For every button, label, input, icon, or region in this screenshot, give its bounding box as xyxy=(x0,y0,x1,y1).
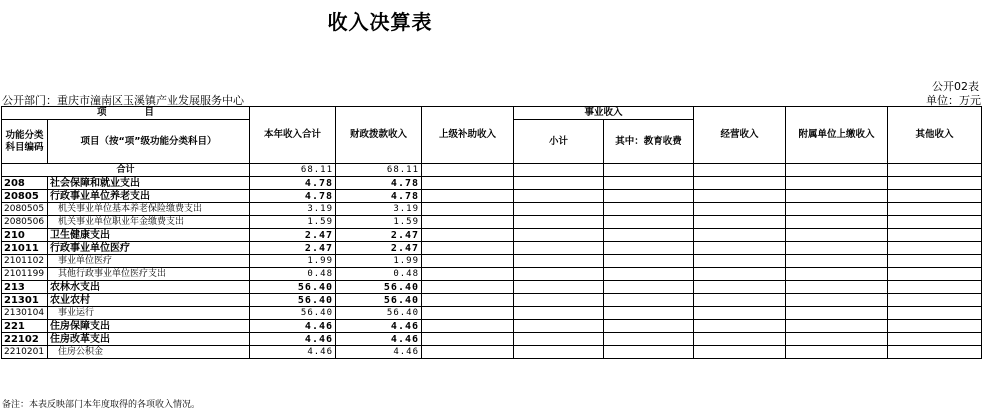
row-name: 其他行政事业单位医疗支出 xyxy=(48,268,250,281)
empty-cell xyxy=(786,203,888,216)
row-total: 4.46 xyxy=(250,320,336,333)
empty-cell xyxy=(422,268,514,281)
col-subtotal: 小计 xyxy=(514,120,604,164)
empty-cell xyxy=(694,203,786,216)
empty-cell xyxy=(694,229,786,242)
row-fiscal: 56.40 xyxy=(336,281,422,294)
empty-cell xyxy=(422,242,514,255)
row-total: 2.47 xyxy=(250,242,336,255)
row-code: 213 xyxy=(2,281,48,294)
row-name: 农业农村 xyxy=(48,294,250,307)
empty-cell xyxy=(604,268,694,281)
empty-cell xyxy=(422,333,514,346)
total-income-value: 68.11 xyxy=(250,164,336,177)
empty-cell xyxy=(514,203,604,216)
empty-cell xyxy=(604,346,694,359)
empty-cell xyxy=(888,320,982,333)
row-total: 4.78 xyxy=(250,177,336,190)
empty-cell xyxy=(694,177,786,190)
table-row xyxy=(2,281,982,294)
empty-cell xyxy=(604,294,694,307)
row-fiscal: 2.47 xyxy=(336,229,422,242)
empty-cell xyxy=(422,320,514,333)
empty-cell xyxy=(888,242,982,255)
empty-cell xyxy=(514,281,604,294)
empty-cell xyxy=(422,164,514,177)
row-name: 行政事业单位养老支出 xyxy=(48,190,250,203)
row-code: 2130104 xyxy=(2,307,48,320)
table-row xyxy=(2,307,982,320)
empty-cell xyxy=(888,203,982,216)
page-title: 收入决算表 xyxy=(327,10,433,34)
empty-cell xyxy=(888,307,982,320)
empty-cell xyxy=(604,177,694,190)
col-name: 项目（按“项”级功能分类科目） xyxy=(48,120,250,164)
col-operating: 经营收入 xyxy=(694,107,786,164)
empty-cell xyxy=(888,281,982,294)
row-code: 21301 xyxy=(2,294,48,307)
row-fiscal: 1.99 xyxy=(336,255,422,268)
empty-cell xyxy=(888,255,982,268)
table-row xyxy=(2,255,982,268)
table-code: 公开02表 xyxy=(932,80,979,93)
empty-cell xyxy=(514,333,604,346)
empty-cell xyxy=(604,281,694,294)
col-other: 其他收入 xyxy=(888,107,982,164)
empty-cell xyxy=(422,307,514,320)
row-code: 2101199 xyxy=(2,268,48,281)
empty-cell xyxy=(514,229,604,242)
row-code: 2210201 xyxy=(2,346,48,359)
table-row xyxy=(2,177,982,190)
row-code: 2080505 xyxy=(2,203,48,216)
row-code: 20805 xyxy=(2,190,48,203)
row-fiscal: 3.19 xyxy=(336,203,422,216)
empty-cell xyxy=(888,190,982,203)
empty-cell xyxy=(422,177,514,190)
row-fiscal: 4.46 xyxy=(336,346,422,359)
empty-cell xyxy=(514,255,604,268)
row-total: 1.99 xyxy=(250,255,336,268)
col-education-fee: 其中：教育收费 xyxy=(604,120,694,164)
department-label: 公开部门：重庆市潼南区玉溪镇产业发展服务中心 xyxy=(2,94,244,107)
empty-cell xyxy=(786,268,888,281)
table-row xyxy=(2,268,982,281)
empty-cell xyxy=(694,255,786,268)
table-row xyxy=(2,294,982,307)
empty-cell xyxy=(786,294,888,307)
empty-cell xyxy=(888,229,982,242)
table-row xyxy=(2,333,982,346)
empty-cell xyxy=(514,190,604,203)
row-total: 3.19 xyxy=(250,203,336,216)
row-total: 0.48 xyxy=(250,268,336,281)
empty-cell xyxy=(694,190,786,203)
row-name: 事业运行 xyxy=(48,307,250,320)
row-name: 行政事业单位医疗 xyxy=(48,242,250,255)
row-fiscal: 4.78 xyxy=(336,177,422,190)
row-fiscal: 2.47 xyxy=(336,242,422,255)
empty-cell xyxy=(786,164,888,177)
col-code: 功能分类科目编码 xyxy=(2,120,48,164)
row-code: 2101102 xyxy=(2,255,48,268)
empty-cell xyxy=(888,333,982,346)
income-table xyxy=(1,106,982,359)
empty-cell xyxy=(604,242,694,255)
empty-cell xyxy=(694,307,786,320)
row-name: 社会保障和就业支出 xyxy=(48,177,250,190)
row-total: 4.46 xyxy=(250,333,336,346)
empty-cell xyxy=(888,164,982,177)
empty-cell xyxy=(604,190,694,203)
empty-cell xyxy=(786,229,888,242)
row-name: 机关事业单位基本养老保险缴费支出 xyxy=(48,203,250,216)
row-code: 221 xyxy=(2,320,48,333)
empty-cell xyxy=(786,190,888,203)
empty-cell xyxy=(604,320,694,333)
row-total: 56.40 xyxy=(250,307,336,320)
empty-cell xyxy=(888,268,982,281)
row-fiscal: 56.40 xyxy=(336,307,422,320)
empty-cell xyxy=(422,294,514,307)
col-item: 项 目 xyxy=(2,107,250,120)
row-name: 事业单位医疗 xyxy=(48,255,250,268)
empty-cell xyxy=(514,268,604,281)
col-superior-subsidy: 上级补助收入 xyxy=(422,107,514,164)
row-fiscal: 1.59 xyxy=(336,216,422,229)
table-row xyxy=(2,203,982,216)
row-total: 56.40 xyxy=(250,294,336,307)
total-fiscal-value: 68.11 xyxy=(336,164,422,177)
empty-cell xyxy=(514,294,604,307)
empty-cell xyxy=(786,216,888,229)
row-total: 1.59 xyxy=(250,216,336,229)
empty-cell xyxy=(888,177,982,190)
empty-cell xyxy=(604,333,694,346)
row-code: 22102 xyxy=(2,333,48,346)
empty-cell xyxy=(514,164,604,177)
row-total: 4.46 xyxy=(250,346,336,359)
empty-cell xyxy=(694,294,786,307)
empty-cell xyxy=(422,281,514,294)
table-body xyxy=(2,177,982,359)
table-row xyxy=(2,229,982,242)
empty-cell xyxy=(514,177,604,190)
total-row xyxy=(2,164,982,177)
footnote: 备注：本表反映部门本年度取得的各项收入情况。 xyxy=(2,400,201,410)
empty-cell xyxy=(514,242,604,255)
empty-cell xyxy=(694,268,786,281)
empty-cell xyxy=(694,320,786,333)
empty-cell xyxy=(514,216,604,229)
empty-cell xyxy=(786,281,888,294)
empty-cell xyxy=(422,216,514,229)
unit-label: 单位：万元 xyxy=(926,94,981,107)
row-code: 210 xyxy=(2,229,48,242)
empty-cell xyxy=(422,190,514,203)
empty-cell xyxy=(604,203,694,216)
empty-cell xyxy=(422,346,514,359)
row-name: 农林水支出 xyxy=(48,281,250,294)
table-row xyxy=(2,216,982,229)
row-total: 2.47 xyxy=(250,229,336,242)
empty-cell xyxy=(422,255,514,268)
col-total-income: 本年收入合计 xyxy=(250,107,336,164)
empty-cell xyxy=(786,320,888,333)
table-row xyxy=(2,346,982,359)
total-label: 合计 xyxy=(2,164,250,177)
empty-cell xyxy=(694,346,786,359)
row-name: 卫生健康支出 xyxy=(48,229,250,242)
row-name: 住房保障支出 xyxy=(48,320,250,333)
empty-cell xyxy=(786,177,888,190)
header-row-1 xyxy=(2,107,982,120)
row-code: 2080506 xyxy=(2,216,48,229)
empty-cell xyxy=(604,307,694,320)
row-name: 住房改革支出 xyxy=(48,333,250,346)
empty-cell xyxy=(786,307,888,320)
empty-cell xyxy=(888,216,982,229)
empty-cell xyxy=(514,346,604,359)
row-code: 21011 xyxy=(2,242,48,255)
empty-cell xyxy=(694,242,786,255)
empty-cell xyxy=(604,164,694,177)
empty-cell xyxy=(888,294,982,307)
empty-cell xyxy=(694,281,786,294)
row-total: 56.40 xyxy=(250,281,336,294)
empty-cell xyxy=(604,229,694,242)
empty-cell xyxy=(422,203,514,216)
empty-cell xyxy=(694,216,786,229)
empty-cell xyxy=(786,346,888,359)
row-name: 机关事业单位职业年金缴费支出 xyxy=(48,216,250,229)
empty-cell xyxy=(514,320,604,333)
empty-cell xyxy=(604,216,694,229)
row-fiscal: 0.48 xyxy=(336,268,422,281)
table-row xyxy=(2,190,982,203)
empty-cell xyxy=(786,255,888,268)
empty-cell xyxy=(514,307,604,320)
row-fiscal: 4.46 xyxy=(336,333,422,346)
empty-cell xyxy=(786,333,888,346)
row-fiscal: 4.46 xyxy=(336,320,422,333)
empty-cell xyxy=(422,229,514,242)
col-business-income: 事业收入 xyxy=(514,107,694,120)
empty-cell xyxy=(786,242,888,255)
empty-cell xyxy=(694,333,786,346)
empty-cell xyxy=(604,255,694,268)
row-fiscal: 56.40 xyxy=(336,294,422,307)
table-row xyxy=(2,242,982,255)
row-name: 住房公积金 xyxy=(48,346,250,359)
col-affiliated: 附属单位上缴收入 xyxy=(786,107,888,164)
empty-cell xyxy=(694,164,786,177)
row-fiscal: 4.78 xyxy=(336,190,422,203)
row-code: 208 xyxy=(2,177,48,190)
empty-cell xyxy=(888,346,982,359)
col-fiscal: 财政拨款收入 xyxy=(336,107,422,164)
table-row xyxy=(2,320,982,333)
row-total: 4.78 xyxy=(250,190,336,203)
